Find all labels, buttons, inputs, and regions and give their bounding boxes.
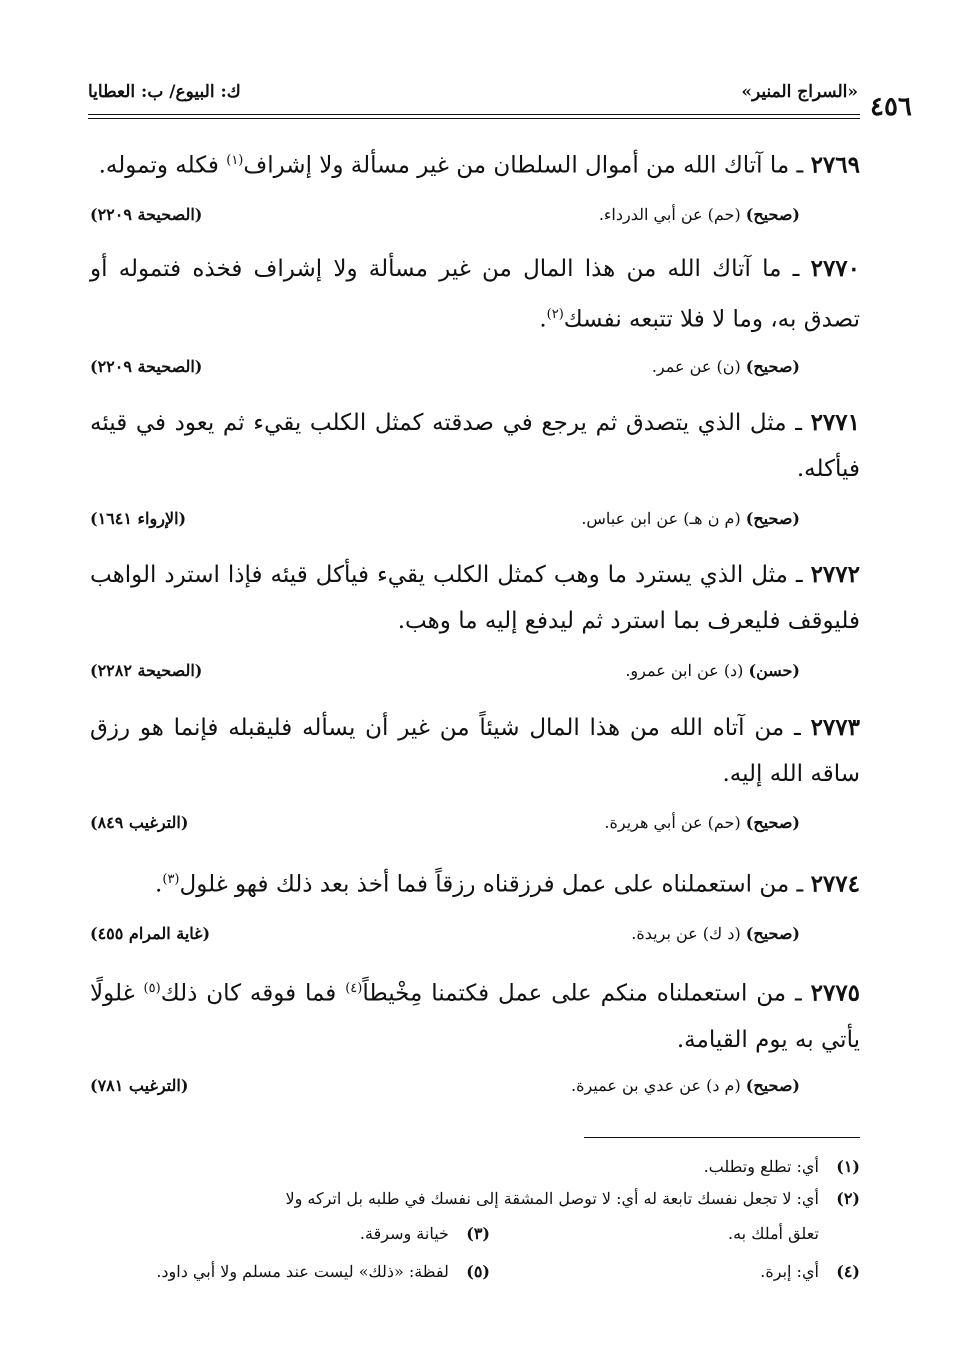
grade: (صحيح): [745, 924, 800, 943]
running-header: [88, 82, 858, 110]
grade: (صحيح): [745, 1076, 800, 1095]
grade: (صحيح): [745, 205, 800, 224]
footnote-3: [360, 1220, 490, 1248]
footnote-marker: (٥): [143, 981, 161, 996]
footnote-1: [90, 1153, 860, 1181]
hadith-text: ـ ما آتاك الله من هذا المال من غير مسألة ولا إشراف فخذه فتموله أو تصدق به، وما لا فلا تتبعه نفسك: [90, 256, 860, 333]
footnote-text: أي: لا تجعل نفسك تابعة له أي: لا توصل المشقة إلى نفسك في طلبه بل اتركه ولا: [285, 1189, 819, 1208]
footnote-2: [90, 1185, 860, 1213]
hadith-text-cont: فكله وتموله.: [98, 152, 219, 179]
grade: (حسن): [748, 661, 800, 680]
hadith-text-cont: فما فوقه كان ذلك: [160, 980, 337, 1007]
hadith-number: ٢٧٧٤: [810, 870, 860, 898]
footnote-marker: (٤): [345, 981, 363, 996]
hadith-text: ـ ما آتاك الله من أموال السلطان من غير مسألة ولا إشراف: [243, 152, 804, 179]
hadith-number: ٢٧٧١: [810, 409, 860, 436]
footnote-row-4-5: [90, 1258, 860, 1286]
footnote-text-cont: تعلق أملك به.: [728, 1224, 819, 1243]
narration: (حم) عن أبي الدرداء.: [598, 205, 741, 224]
source-line-2775: [90, 1076, 800, 1102]
footnote-marker: (١): [226, 153, 244, 168]
source-line-2769: [90, 205, 800, 231]
hadith-2774: [90, 857, 860, 908]
footnote-text: خيانة وسرقة.: [359, 1224, 449, 1243]
footnote-number: (٣): [466, 1224, 490, 1243]
hadith-2772: [90, 552, 860, 644]
footnote-number: (٤): [836, 1262, 860, 1281]
hadith-2773: [90, 705, 860, 797]
hadith-text: ـ مثل الذي يسترد ما وهب كمثل الكلب يقيء فيأكل قيئه فإذا استرد الواهب فليوقف فليعرف بما استرد ثم ليدفع إليه ما وهب.: [90, 562, 860, 634]
footnote-row-2-3: [90, 1220, 860, 1248]
narration: (حم) عن أبي هريرة.: [604, 813, 741, 832]
footnote-text: أي: إبرة.: [760, 1262, 819, 1281]
narration: (م د) عن عدي بن عميرة.: [570, 1076, 741, 1095]
reference: (الصحيحة ٢٢٨٢): [90, 661, 203, 680]
footnote-separator: [584, 1137, 860, 1138]
footnote-marker: (٣): [162, 872, 180, 887]
grade: (صحيح): [745, 357, 800, 376]
hadith-text: ـ من استعملناه منكم على عمل فكتمنا مِخْيطاً: [362, 980, 802, 1007]
hadith-text: ـ من استعملناه على عمل فرزقناه رزقاً فما أخذ بعد ذلك فهو غلول: [179, 871, 804, 898]
narration: (د) عن ابن عمرو.: [625, 661, 744, 680]
grade: (صحيح): [745, 813, 800, 832]
reference: (الصحيحة ٢٢٠٩): [90, 205, 203, 224]
chapter-title: ك: البيوع/ ب: العطايا: [88, 82, 241, 102]
footnote-number: (١): [836, 1157, 860, 1176]
hadith-number: ٢٧٧٥: [810, 979, 861, 1007]
hadith-2771: [90, 400, 860, 492]
header-rule-secondary: [88, 118, 860, 119]
source-line-2773: [90, 813, 800, 839]
header-rule: [88, 114, 860, 115]
source-line-2771: [90, 509, 800, 535]
source-line-2772: [90, 661, 800, 687]
reference: (الإرواء ١٦٤١): [90, 509, 187, 528]
page-number: ٤٥٦: [870, 92, 912, 122]
reference: (الصحيحة ٢٢٠٩): [90, 357, 203, 376]
hadith-2775: [90, 966, 860, 1063]
book-title: «السراج المنير»: [741, 82, 858, 102]
hadith-number: ٢٧٧٣: [810, 714, 860, 741]
grade: (صحيح): [745, 509, 800, 528]
hadith-number: ٢٧٧٠: [810, 255, 861, 282]
hadith-text-end: غلولًا يأتي به يوم القيامة.: [90, 980, 860, 1053]
footnote-4: [760, 1262, 860, 1281]
reference: (غاية المرام ٤٥٥): [90, 924, 211, 943]
footnote-text: لفظة: «ذلك» ليست عند مسلم ولا أبي داود.: [156, 1262, 449, 1281]
hadith-text-cont: .: [539, 306, 547, 333]
hadith-number: ٢٧٦٩: [810, 151, 860, 179]
reference: (الترغيب ٧٨١): [90, 1076, 189, 1095]
footnote-marker: (٢): [546, 307, 564, 322]
footnote-text: أي: تطلع وتطلب.: [703, 1157, 819, 1176]
narration: (د ك) عن بريدة.: [631, 924, 741, 943]
hadith-2770: [90, 246, 860, 343]
narration: (ن) عن عمر.: [651, 357, 741, 376]
narration: (م ن هـ) عن ابن عباس.: [581, 509, 741, 528]
hadith-text: ـ مثل الذي يتصدق ثم يرجع في صدقته كمثل الكلب يقيء ثم يعود في قيئه فيأكله.: [90, 410, 860, 482]
footnote-number: (٥): [466, 1262, 490, 1281]
source-line-2770: [90, 357, 800, 383]
footnote-5: [156, 1258, 490, 1286]
hadith-text-cont: .: [155, 871, 163, 898]
source-line-2774: [90, 924, 800, 950]
reference: (الترغيب ٨٤٩): [90, 813, 189, 832]
hadith-number: ٢٧٧٢: [810, 561, 860, 588]
hadith-2769: [90, 138, 860, 189]
footnote-number: (٢): [836, 1189, 860, 1208]
hadith-text: ـ من آتاه الله من هذا المال شيئاً من غير أن يسأله فليقبله فإنما هو رزق ساقه الله إليه.: [90, 715, 860, 787]
